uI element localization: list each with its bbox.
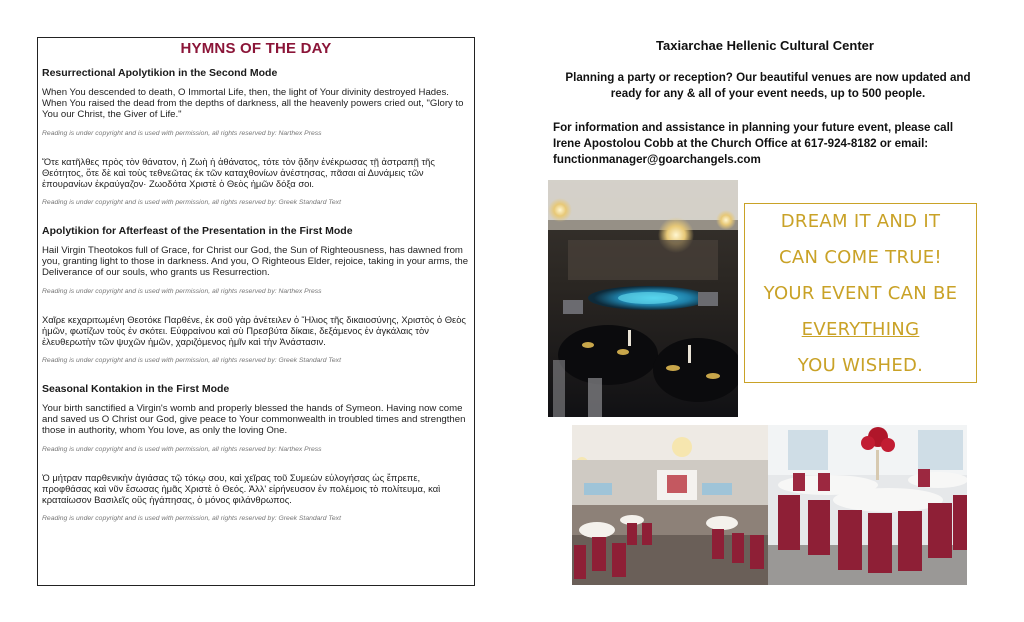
copyright-note: Reading is under copyright and is used with permission, all rights reserved by: Narthex Press (42, 288, 322, 295)
dream-line: CAN COME TRUE! (779, 247, 942, 268)
hymns-panel (37, 37, 475, 586)
hymn-greek-text: Ὁ μήτραν παρθενικὴν ἁγιάσας τῷ τόκῳ σου, καὶ χεῖρας τοῦ Συμεὼν εὐλογήσας ὡς ἔπρεπε, προφθάσας καὶ νῦν ἔσωσας ἡμᾶς Χριστὲ ὁ Θεός. Ἀλλ' εἰρήνευσον ἐν πολέμοις τὸ πολίτευμα, καὶ κραταίωσον Βασιλεῖς οὓς ἠγάπησας, ὁ μόνος φιλάνθρωπος. (42, 472, 441, 505)
hymn-english-text: When You descended to death, O Immortal Life, then, the light of Your divinity destroyed Hades. When You raised the dead from the depths of darkness, all the heavenly powers cried out, "Glory to You our Christ, the Giver of Life." (42, 87, 464, 120)
hymns-title: HYMNS OF THE DAY (180, 40, 332, 57)
contact-line: Irene Apostolou Cobb at the Church Office at 617-924-8182 or email: (553, 137, 929, 150)
center-title: Taxiarchae Hellenic Cultural Center (656, 38, 874, 53)
red-chairs-photo (768, 425, 967, 585)
dream-line: YOU WISHED. (797, 355, 924, 376)
contact-email: functionmanager@goarchangels.com (553, 153, 761, 166)
copyright-note: Reading is under copyright and is used with permission, all rights reserved by: Narthex Press (42, 446, 322, 453)
reception-hall-photo (572, 425, 770, 585)
hymn-section-3 (42, 383, 470, 522)
dream-line: YOUR EVENT CAN BE (763, 283, 958, 304)
dream-line: DREAM IT AND IT (780, 211, 941, 232)
promo-text: Planning a party or reception? Our beautiful venues are now updated and ready for any & all of your event needs, up to 500 people. (565, 71, 971, 100)
hymn-english-text: Your birth sanctified a Virgin's womb and properly blessed the hands of Symeon. Having now come and saved us O Christ our God, give peace to Your commonwealth in troubled times and strengthen those in authority, whom You love, as only the loving One. (42, 403, 466, 436)
copyright-note: Reading is under copyright and is used with permission, all rights reserved by: Narthex Press (42, 130, 322, 137)
hymn-section-2 (42, 225, 470, 364)
banquet-hall-photo (548, 180, 738, 417)
dream-line-underlined: EVERYTHING (801, 319, 920, 340)
copyright-note: Reading is under copyright and is used with permission, all rights reserved by: Greek Standard Text (42, 357, 341, 364)
copyright-note: Reading is under copyright and is used with permission, all rights reserved by: Greek Standard Text (42, 199, 341, 206)
hymn-greek-text: Ὅτε κατῆλθες πρὸς τὸν θάνατον, ἡ Ζωὴ ἡ ἀθάνατος, τότε τὸν ᾅδην ἐνέκρωσας τῇ ἀστραπῇ τῆς Θεότητος, ὅτε δὲ καὶ τοὺς τεθνεῶτας ἐκ τῶν καταχθονίων ἀνέστησας, πᾶσαι αἱ Δυνάμεις τῶν ἐπουρανίων ἐκραύγαζον· Ζωοδότα Χριστὲ ὁ Θεὸς ἡμῶν δόξα σοι. (42, 156, 435, 189)
hymn-heading: Resurrectional Apolytikion in the Second Mode (42, 67, 278, 79)
hymn-heading: Seasonal Kontakion in the First Mode (42, 383, 230, 395)
contact-line: For information and assistance in planning your future event, please call (553, 121, 954, 134)
hymn-heading: Apolytikion for Afterfeast of the Presentation in the First Mode (42, 225, 353, 237)
dream-box (744, 203, 977, 383)
hymn-section-1 (42, 67, 470, 206)
hymn-english-text: Hail Virgin Theotokos full of Grace, for Christ our God, the Sun of Righteousness, has dawned from you, granting light to those in darkness. And you, O Righteous Elder, rejoice, taking in your arms, the Deliverance of our souls, who grants us Resurrection. (42, 245, 469, 278)
contact-info (553, 120, 993, 168)
copyright-note: Reading is under copyright and is used with permission, all rights reserved by: Greek Standard Text (42, 515, 341, 522)
hymn-greek-text: Χαῖρε κεχαριτωμένη Θεοτόκε Παρθένε, ἐκ σοῦ γὰρ ἀνέτειλεν ὁ Ἥλιος τῆς δικαιοσύνης, Χριστὸς ὁ Θεὸς ἡμῶν, φωτίζων τοὺς ἐν σκότει. Εὐφραίνου καὶ σὺ Πρεσβύτα δίκαιε, δεξάμενος ἐν ἀγκάλαις τὸν ἐλευθερωτὴν τῶν ψυχῶν ἡμῶν, χαριζόμενος ἡμῖν καὶ τὴν Ἀνάστασιν. (42, 314, 466, 347)
